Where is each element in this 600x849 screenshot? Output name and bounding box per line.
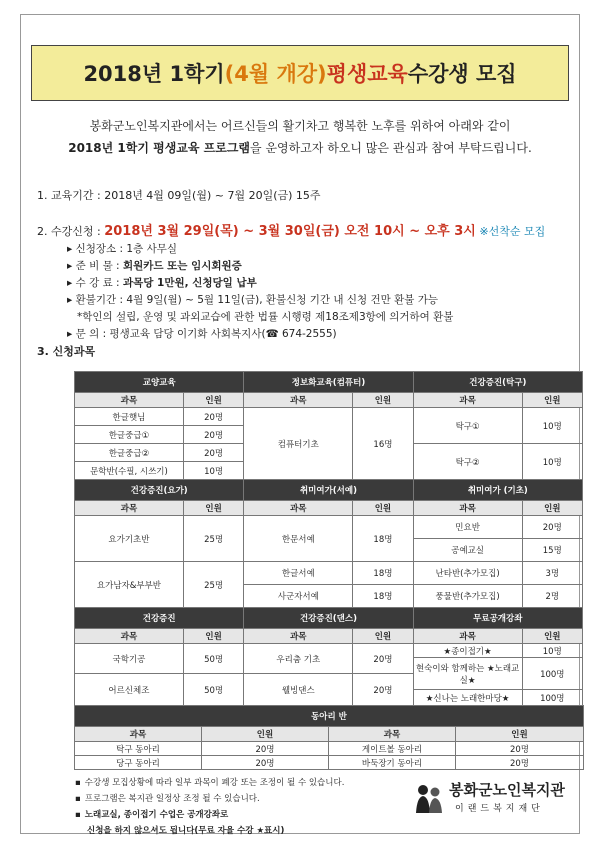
subject-cell: 탁구 동아리	[75, 742, 202, 756]
col-count: 인원	[522, 393, 582, 408]
count-cell: 3명	[522, 562, 582, 585]
subject-cell: 풍물반(추가모집)	[413, 585, 522, 608]
title-part3: 평생교육	[326, 62, 408, 86]
footnote	[75, 775, 344, 791]
subject-cell: 탁구①	[413, 408, 522, 444]
logo-subtitle: 이랜드복지재단	[455, 804, 544, 814]
count-cell: 20명	[456, 742, 584, 756]
count-cell: 25명	[183, 562, 243, 608]
group-title: 동아리 반	[75, 706, 584, 727]
count-cell: 20명	[353, 674, 413, 706]
registration-label: 2. 수강신청 :	[37, 225, 105, 238]
col-subject: 과목	[75, 501, 184, 516]
page-title	[31, 45, 569, 101]
table-row	[75, 756, 584, 770]
col-count: 인원	[522, 629, 582, 644]
intro-line2-rest: 을 운영하고자 하오니 많은 관심과 참여 부탁드립니다.	[250, 141, 532, 155]
detail-contact	[67, 326, 453, 343]
subject-cell: 한문서예	[244, 516, 353, 562]
col-count: 인원	[183, 393, 243, 408]
subject-cell: 게이트볼 동아리	[329, 742, 456, 756]
subject-cell: 당구 동아리	[75, 756, 202, 770]
col-subject: 과목	[329, 727, 456, 742]
subject-cell: 문학반(수필, 시쓰기)	[75, 462, 184, 480]
footnote	[75, 791, 344, 807]
count-cell: 20명	[202, 756, 329, 770]
count-cell: 20명	[522, 516, 582, 539]
subject-cell: 한글중급②	[75, 444, 184, 462]
title-part4: 수강생 모집	[407, 62, 517, 86]
count-cell: 25명	[183, 516, 243, 562]
col-count: 인원	[456, 727, 584, 742]
group-title: 건강증진(댄스)	[244, 608, 413, 629]
count-cell: 10명	[522, 444, 582, 480]
col-count: 인원	[353, 629, 413, 644]
subject-cell: 사군자서예	[244, 585, 353, 608]
group-title: 취미여가(서예)	[244, 480, 413, 501]
subject-cell: 민요반	[413, 516, 522, 539]
subject-cell: ★종이접기★	[413, 644, 522, 658]
detail-label: ▸ 환불기간 :	[67, 294, 127, 306]
subject-cell: 한글중급①	[75, 426, 184, 444]
col-count: 인원	[183, 629, 243, 644]
subject-cell: 탁구②	[413, 444, 522, 480]
subject-cell: 요가남자&부부반	[75, 562, 184, 608]
logo-name: 봉화군노인복지관	[449, 781, 565, 799]
footnote	[75, 807, 344, 823]
count-cell: 15명	[522, 539, 582, 562]
elders-logo-icon	[411, 781, 445, 815]
col-count: 인원	[522, 501, 582, 516]
group-title: 건강증진(요가)	[75, 480, 244, 501]
group-title: 무료공개강좌	[413, 608, 582, 629]
count-cell: 20명	[183, 408, 243, 426]
detail-label: ▸ 문 의 :	[67, 328, 110, 340]
section-education-period: 1. 교육기간 : 2018년 4월 09일(월) ~ 7월 20일(금) 15주	[37, 189, 321, 202]
detail-value: 과목당 1만원, 신청당일 납부	[122, 277, 257, 289]
first-come-note: ※선착순 모집	[479, 225, 546, 238]
col-count: 인원	[353, 501, 413, 516]
col-subject: 과목	[244, 501, 353, 516]
registration-details	[67, 241, 453, 343]
count-cell: 10명	[183, 462, 243, 480]
intro-line2-bold: 2018년 1학기 평생교육 프로그램	[68, 141, 251, 155]
intro-line1: 봉화군노인복지관에서는 어르신들의 활기차고 행복한 노후를 위하여 아래와 같이	[89, 119, 511, 133]
subject-cell: ★신나는 노래한마당★	[413, 690, 522, 706]
detail-refund	[67, 292, 453, 309]
count-cell: 100명	[522, 658, 582, 690]
detail-value: *학인의 설립, 운영 및 과외교습에 관한 법률 시행령 제18조제3항에 의거하여 환불	[77, 311, 454, 323]
title-part1: 2018년 1학기	[83, 62, 225, 86]
intro-line2	[37, 137, 563, 159]
subject-cell: 어르신체조	[75, 674, 184, 706]
section-registration	[37, 220, 545, 239]
footnote-text: 노래교실, 종이접기 수업은 공개강좌로	[84, 810, 229, 820]
footnote-text: 프로그램은 복지관 일정상 조정 될 수 있습니다.	[84, 794, 260, 804]
detail-place	[67, 241, 453, 258]
col-subject: 과목	[75, 629, 184, 644]
col-count: 인원	[202, 727, 329, 742]
detail-value: 1층 사무실	[126, 243, 177, 255]
detail-label: ▸ 준 비 물 :	[67, 260, 123, 272]
footnotes	[75, 775, 344, 839]
detail-label: ▸ 수 강 료 :	[67, 277, 123, 289]
count-cell: 100명	[522, 690, 582, 706]
detail-value: 회원카드 또는 임시회원증	[122, 260, 242, 272]
table-row	[75, 562, 583, 585]
subjects-grid	[74, 371, 583, 706]
group-title: 건강증진	[75, 608, 244, 629]
club-grid	[74, 705, 584, 770]
count-cell: 50명	[183, 674, 243, 706]
subject-cell: 한글햇님	[75, 408, 184, 426]
col-subject: 과목	[413, 629, 522, 644]
count-cell: 50명	[183, 644, 243, 674]
count-cell: 10명	[522, 644, 582, 658]
table-row	[75, 516, 583, 539]
col-subject: 과목	[244, 393, 353, 408]
subject-cell: 국학기공	[75, 644, 184, 674]
count-cell: 20명	[202, 742, 329, 756]
welfare-center-logo	[411, 777, 583, 821]
poster	[20, 14, 580, 834]
detail-fee	[67, 275, 453, 292]
subjects-table	[74, 371, 583, 770]
subject-cell: 컴퓨터기초	[244, 408, 353, 480]
subject-cell: 공예교실	[413, 539, 522, 562]
table-row	[75, 408, 583, 426]
count-cell: 18명	[353, 516, 413, 562]
col-subject: 과목	[413, 393, 522, 408]
section-subjects: 3. 신청과목	[37, 345, 96, 358]
registration-period: 2018년 3월 29일(목) ~ 3월 30일(금) 오전 10시 ~ 오후 3시	[104, 224, 476, 239]
count-cell: 18명	[353, 585, 413, 608]
detail-value: 4월 9일(월) ~ 5월 11일(금), 환불신청 기간 내 신청 건만 환불 가능	[126, 294, 439, 306]
subject-cell: 바둑장기 동아리	[329, 756, 456, 770]
col-count: 인원	[183, 501, 243, 516]
table-row	[75, 644, 583, 658]
footnote-text: 신청을 하지 않으셔도 됩니다(무료 자율 수강 ★표시)	[87, 826, 285, 836]
group-title: 정보화교육(컴퓨터)	[244, 372, 413, 393]
count-cell: 20명	[456, 756, 584, 770]
table-row	[75, 742, 584, 756]
footnote-text: 수강생 모집상황에 따라 일부 과목이 폐강 또는 조정이 될 수 있습니다.	[84, 778, 345, 788]
group-title: 취미여가 (기초)	[413, 480, 582, 501]
count-cell: 10명	[522, 408, 582, 444]
col-count: 인원	[353, 393, 413, 408]
bullet-icon: ▪	[75, 778, 81, 788]
subject-cell: 웰빙댄스	[244, 674, 353, 706]
detail-materials	[67, 258, 453, 275]
count-cell: 20명	[183, 426, 243, 444]
count-cell: 20명	[183, 444, 243, 462]
group-title: 건강증진(탁구)	[413, 372, 582, 393]
bullet-icon: ▪	[75, 810, 81, 820]
subject-cell: 요가기초반	[75, 516, 184, 562]
subject-cell: 우리춤 기초	[244, 644, 353, 674]
bullet-icon: ▪	[75, 794, 81, 804]
title-part2: (4월 개강)	[224, 62, 327, 86]
detail-value: 평생교육 담당 이기화 사회복지사(☎ 674-2555)	[109, 328, 337, 340]
count-cell: 18명	[353, 562, 413, 585]
footnote	[75, 823, 344, 839]
col-subject: 과목	[75, 393, 184, 408]
count-cell: 20명	[353, 644, 413, 674]
subject-cell: 난타반(추가모집)	[413, 562, 522, 585]
group-title: 교양교육	[75, 372, 244, 393]
count-cell: 2명	[522, 585, 582, 608]
detail-label: ▸ 신청장소 :	[67, 243, 127, 255]
col-subject: 과목	[75, 727, 202, 742]
col-subject: 과목	[413, 501, 522, 516]
intro-text	[37, 115, 563, 159]
subject-cell: 한글서예	[244, 562, 353, 585]
subject-cell: 현숙이와 함께하는 ★노래교실★	[413, 658, 522, 690]
count-cell: 16명	[353, 408, 413, 480]
detail-refund-law	[67, 309, 453, 326]
col-subject: 과목	[244, 629, 353, 644]
